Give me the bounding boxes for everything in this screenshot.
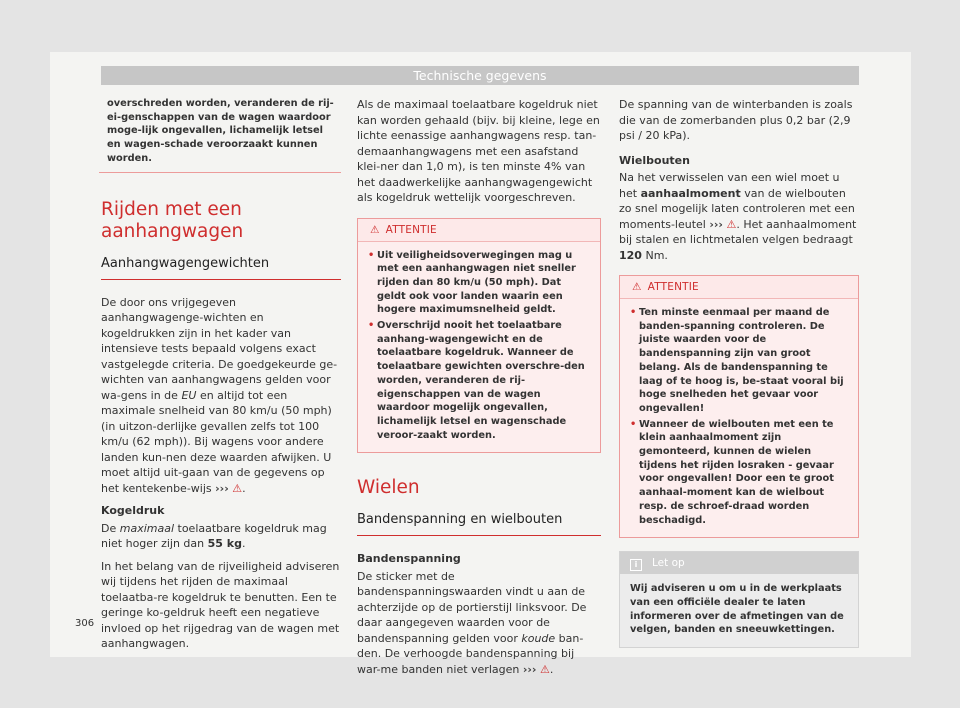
warning-box-tyres (619, 275, 859, 538)
paragraph-kogeldruk: De maximaal toelaatbare kogeldruk mag niet hoger zijn dan 55 kg. (101, 521, 327, 551)
warning-item: • Overschrijd nooit het toelaatbare aanhang-wagengewicht en de toelaatbare kogeldruk. Wanneer de toelaatbare gewichten overschre-den worden, veranderen de rij-eigenschappen van de wagen waardoor mogelijk ongevallen, lichamelijk letsel en wagenschade veroor-zaakt worden. (368, 319, 590, 442)
label-bandenspanning: Bandenspanning (357, 552, 461, 566)
continued-warning-text: overschreden worden, veranderen de rij-ei-genschappen van de wagen waardoor moge-lijk ongevallen, lichamelijk letsel en wagen-schade veroorzaakt kunnen worden. (107, 98, 334, 164)
paragraph-wielbouten: Na het verwisselen van een wiel moet u het aanhaalmoment van de wielbouten zo snel mogelijk laten controleren met een moments-leutel ››› ⚠. Het aanhaalmoment bij stalen en lichtmetalen velgen bedraagt 120 Nm. (619, 171, 857, 262)
paragraph-weights: De door ons vrijgegeven aanhangwagenge-wichten en kogeldrukken zijn in het kader van intensieve tests bepaald volgens exact vastgelegde criteria. De goedgekeurde ge-wichten van aanhangwagens gelden voor wa-gens in de EU en altijd tot een maximale snelheid van 80 km/u (50 mph) (in uitzon-derlijke gevallen zelfs tot 100 km/u (62 mph)). Bij wagens voor andere landen kun-nen deze waarden afwijken. U moet altijd uit-gaan van de gegevens op het kentekenbe-wijs ››› ⚠. (101, 295, 338, 495)
paragraph-advice: In het belang van de rijveiligheid adviseren wij tijdens het rijden de maximaal toelaatba-re kogeldruk te benutten. Een te geringe ko-geldruk heeft een negatieve invloed op het rijgedrag van de wagen met aanhangwagen. (101, 559, 340, 651)
note-box (619, 551, 859, 648)
subsection-title-weights: Aanhangwagengewichten (101, 255, 341, 280)
warning-item: • Uit veiligheidsoverwegingen mag u met een aanhangwagen niet sneller rijden dan 80 km/u (50 mph). Dat geldt ook voor landen waarin een hogere maximumsnelheid geldt. (368, 249, 590, 318)
cross-ref-arrows: ››› (522, 662, 537, 676)
column-2 (357, 97, 601, 684)
subsection-title-tyre-pressure: Bandenspanning en wielbouten (357, 511, 601, 536)
column-1 (101, 97, 341, 659)
warning-box-header: ⚠ ATTENTIE (358, 219, 600, 242)
warning-box-trailer (357, 218, 601, 454)
warning-icon: ⚠ (370, 223, 380, 236)
warning-item: • Wanneer de wielbouten met een te klein aanhaalmoment zijn gemonteerd, kunnen de wielen tijdens het rijden losraken - gevaar voor ongevallen! Door een te groot aanhaal-moment kan de wielbout resp. de schroef-draad worden beschadigd. (630, 418, 848, 528)
paragraph-min-drawbar: Als de maximaal toelaatbare kogeldruk niet kan worden gehaald (bijv. bij kleine, lege en lichte eenassige aanhangwagens resp. tan-demaanhangwagens met een asafstand klei-ner dan 1,0 m), is ten minste 4% van het daadwerkelijke aanhangwagengewicht als kogeldruk wettelijk voorgeschreven. (357, 98, 600, 204)
label-wielbouten: Wielbouten (619, 153, 690, 167)
note-text: Wij adviseren u om u in de werkplaats van een officiële dealer te laten informeren over de afmetingen van de velgen, banden en sneeuwkettingen. (630, 583, 844, 636)
page-header: Technische gegevens (101, 66, 859, 85)
label-kogeldruk: Kogeldruk (101, 504, 165, 518)
continued-warning-border (99, 166, 341, 173)
warning-icon: ⚠ (726, 217, 737, 231)
paragraph-bandenspanning: De sticker met de bandenspanningswaarden vindt u aan de achterzijde op de portierstijl linksvoor. De daar aangegeven waarden voor de bandenspanning gelden voor koude ban-den. De verhoogde bandenspanning bij war-me banden niet verlagen ››› ⚠. (357, 569, 587, 676)
section-title-wheels: Wielen (357, 477, 420, 499)
section-title-trailer: Rijden met een aanhangwagen (101, 198, 244, 242)
paragraph-winter-tyres: De spanning van de winterbanden is zoals die van de zomerbanden plus 0,2 bar (2,9 psi / 20 kPa). (619, 98, 853, 142)
warning-box-header: ⚠ ATTENTIE (620, 276, 858, 299)
warning-icon: ⚠ (232, 481, 243, 495)
column-3 (619, 97, 859, 648)
warning-icon: ⚠ (539, 662, 550, 676)
note-box-header: i Let op (620, 552, 858, 574)
cross-ref-arrows: ››› (709, 217, 723, 231)
warning-item: • Ten minste eenmaal per maand de banden-spanning controleren. De juiste waarden voor de bandenspanning zijn van groot belang. Als de bandenspanning te laag of te hoog is, be-staat vooral bij hoge snelheden het gevaar voor ongevallen! (630, 306, 848, 416)
warning-icon: ⚠ (632, 281, 642, 293)
info-icon: i (630, 559, 642, 571)
page-number: 306 (75, 618, 95, 629)
cross-ref-arrows: ››› (215, 481, 229, 495)
